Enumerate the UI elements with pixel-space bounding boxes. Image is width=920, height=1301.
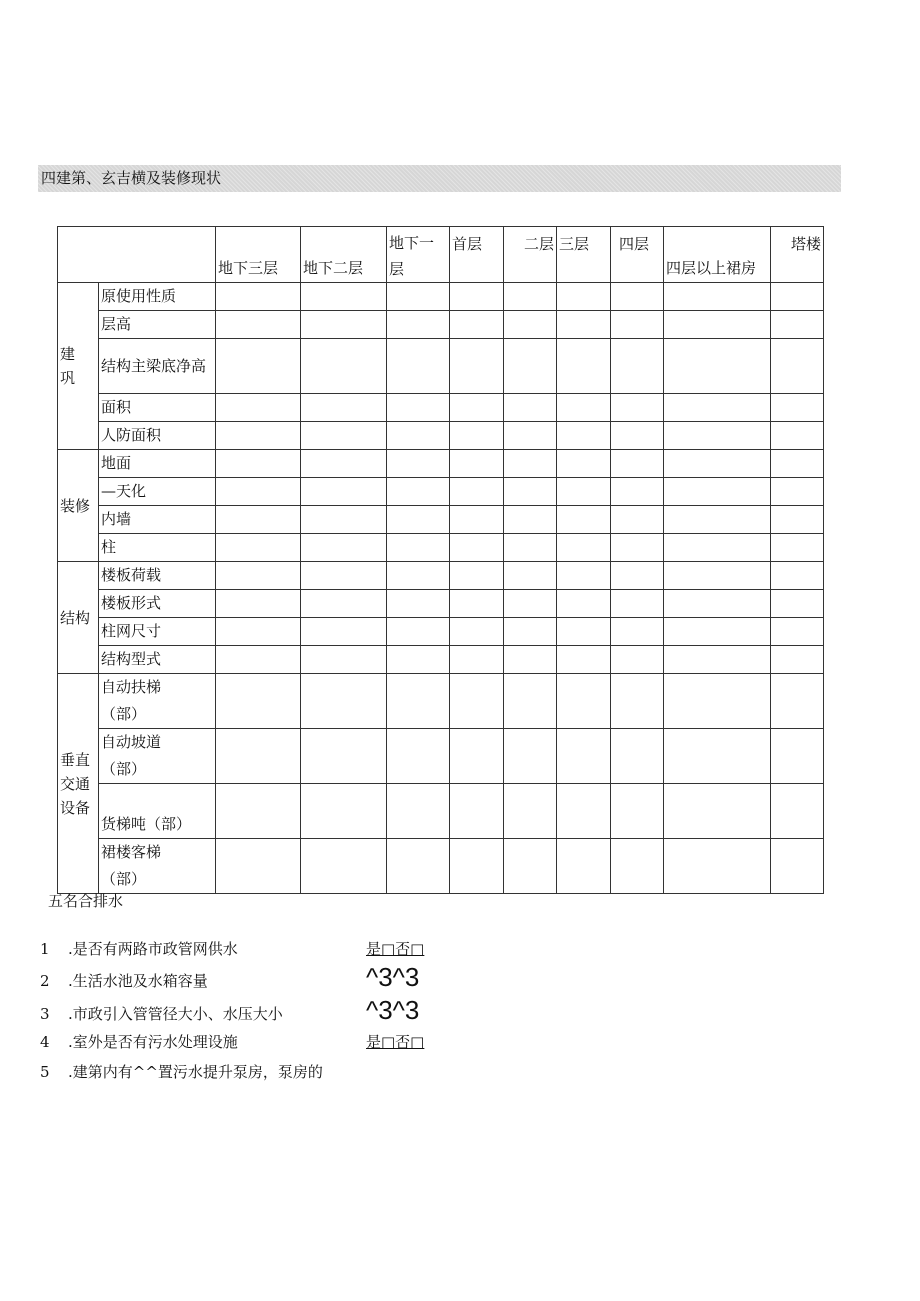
row-label: 自动坡道（部） [99, 729, 216, 784]
row-label: 内墙 [99, 506, 216, 534]
item-text: .室外是否有污水处理设施 [68, 1033, 238, 1051]
list-item [40, 938, 238, 959]
item-answer: ^3^3 [366, 962, 420, 992]
row-label: 人防面积 [99, 422, 216, 450]
row-label: 自动扶梯（部） [99, 674, 216, 729]
list-item [40, 970, 208, 991]
item-number: 2 [40, 972, 50, 990]
row-label: 货梯吨（部） [99, 784, 216, 839]
row-label: 裙楼客梯（部） [99, 839, 216, 894]
item-number: 5 [40, 1063, 50, 1081]
list-item [40, 1031, 238, 1052]
col-header: 地下一层 [387, 227, 450, 283]
row-label: 楼板形式 [99, 590, 216, 618]
row-label: 楼板荷载 [99, 562, 216, 590]
item-text: .生活水池及水箱容量 [68, 972, 208, 990]
item-number: 4 [40, 1033, 50, 1051]
col-header: 首层 [450, 227, 504, 283]
col-header: 塔楼 [771, 227, 824, 283]
item-number: 3 [40, 1005, 50, 1023]
group-label: 垂直交通设备 [58, 674, 99, 894]
list-item [40, 1003, 283, 1024]
row-label: 面积 [99, 394, 216, 422]
col-header: 四层 [611, 227, 664, 283]
list-item [40, 1061, 323, 1082]
col-header: 地下二层 [301, 227, 387, 283]
row-label: 柱网尺寸 [99, 618, 216, 646]
col-header: 地下三层 [216, 227, 301, 283]
item-answer: 是□否□ [366, 1033, 425, 1051]
item-text: .市政引入管管径大小、水压大小 [68, 1005, 283, 1023]
item-text: .是否有两路市政管网供水 [68, 940, 238, 958]
item-number: 1 [40, 940, 50, 958]
row-label: 结构型式 [99, 646, 216, 674]
building-status-table [57, 226, 824, 894]
col-header: 二层 [504, 227, 557, 283]
row-label: 地面 [99, 450, 216, 478]
section-4-title: 四建第、玄吉横及装修现状 [38, 165, 841, 192]
row-label: 柱 [99, 534, 216, 562]
row-label: 层高 [99, 311, 216, 339]
corner-cell [58, 227, 216, 283]
item-answer: ^3^3 [366, 995, 420, 1025]
col-header: 三层 [557, 227, 611, 283]
row-label: —天化 [99, 478, 216, 506]
group-label: 装修 [58, 450, 99, 562]
group-label: 建巩 [58, 283, 99, 450]
group-label: 结构 [58, 562, 99, 674]
row-label: 结构主梁底净高 [99, 339, 216, 394]
row-label: 原使用性质 [99, 283, 216, 311]
col-header: 四层以上裙房 [664, 227, 771, 283]
item-answer: 是□否□ [366, 940, 425, 958]
section-5-title: 五名合排水 [48, 892, 124, 910]
item-text: .建第内有^^置污水提升泵房，泵房的 [68, 1063, 323, 1081]
